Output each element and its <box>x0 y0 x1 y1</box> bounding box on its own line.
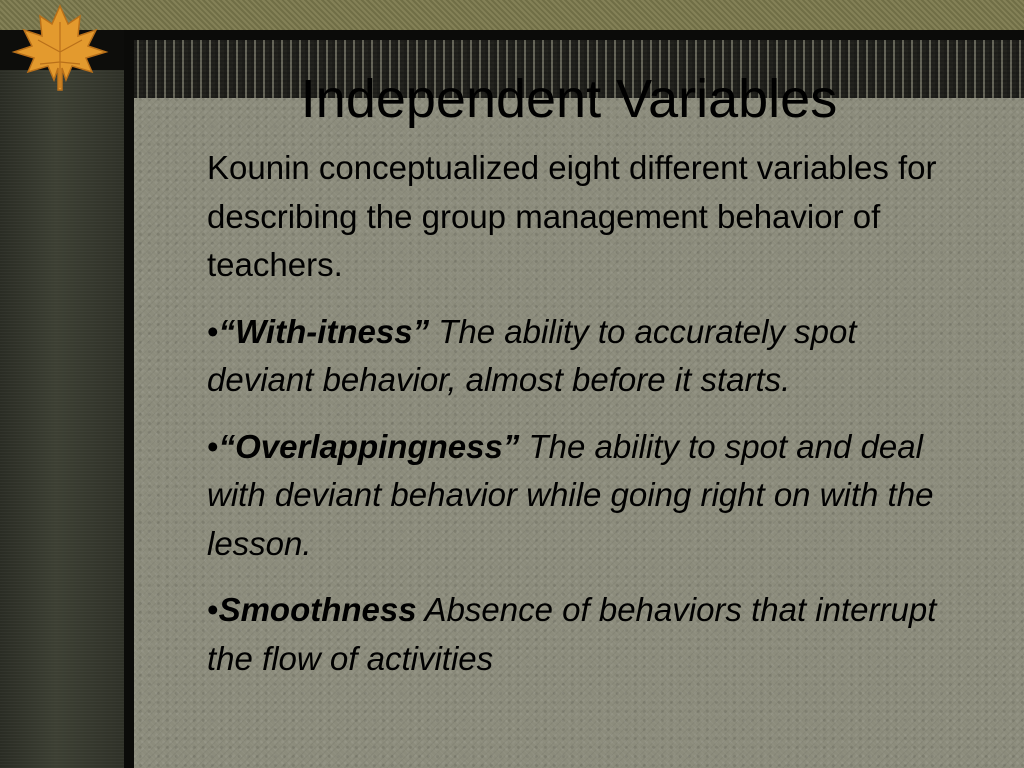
top-band <box>0 0 1024 30</box>
bullet-marker: • <box>207 591 219 628</box>
bullet-definition: The ability to accurately spot deviant behavior, almost before it starts. <box>207 312 857 398</box>
maple-leaf-icon <box>10 2 110 92</box>
bullet-item <box>207 308 942 405</box>
bullet-term: “With-itness” <box>218 312 430 350</box>
bullet-term: “Overlappingness” <box>218 427 520 465</box>
bullet-term: Smoothness <box>218 591 417 628</box>
bullet-marker: • <box>207 312 219 350</box>
bullet-item <box>207 586 942 683</box>
bullet-item <box>207 423 942 569</box>
bullet-marker: • <box>207 427 219 465</box>
intro-paragraph: Kounin conceptualized eight different variables for describing the group management behavior of teachers. <box>207 149 937 283</box>
slide-title: Independent Variables <box>300 69 838 129</box>
bullet-definition: The ability to spot and deal with deviant behavior while going right on with the lesson. <box>207 427 934 562</box>
slide-body <box>207 144 942 701</box>
left-strip <box>0 70 124 768</box>
bullet-definition: Absence of behaviors that interrupt the flow of activities <box>207 591 937 677</box>
panel-top-border <box>124 30 1024 40</box>
panel-left-border <box>124 30 134 768</box>
